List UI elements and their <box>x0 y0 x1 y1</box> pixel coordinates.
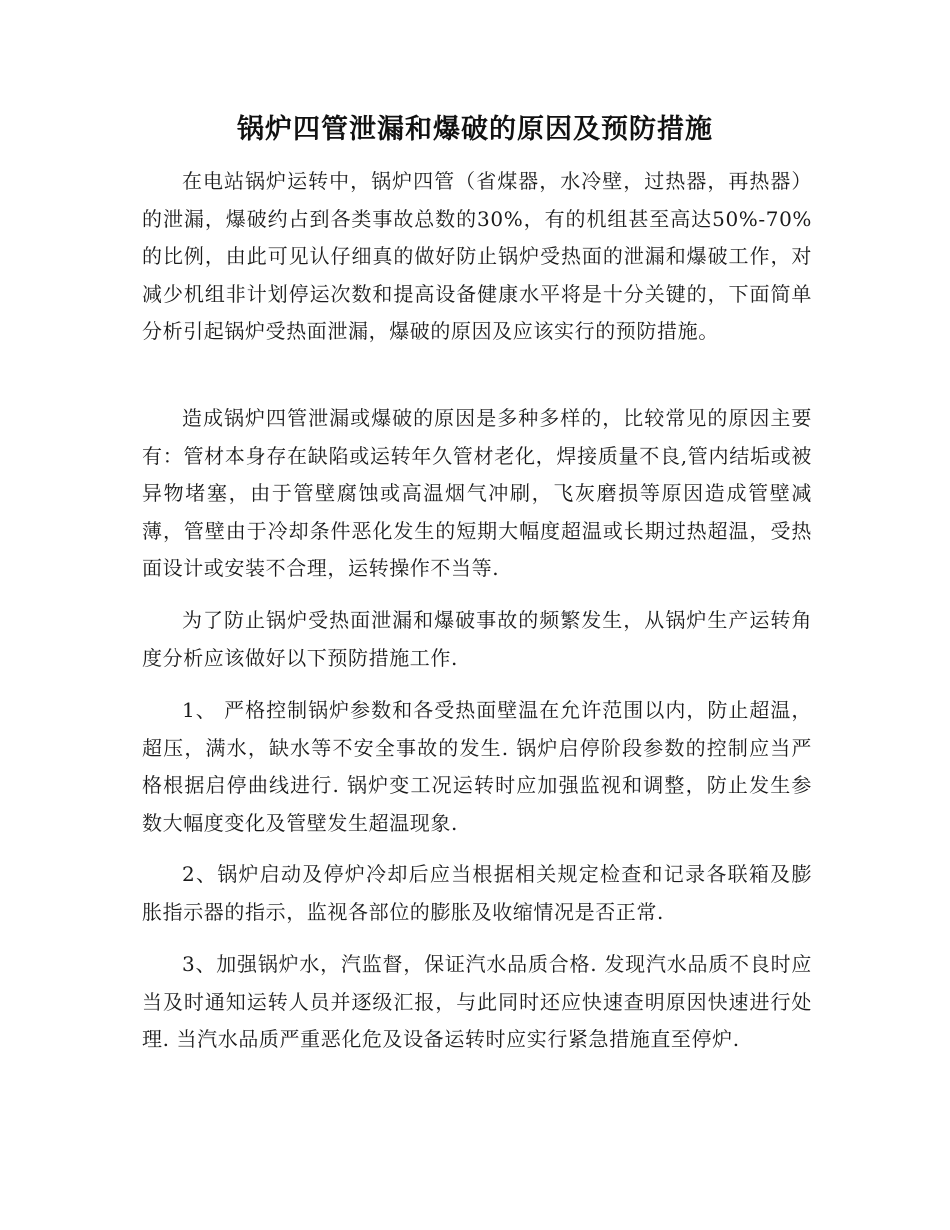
paragraph-causes: 造成锅炉四管泄漏或爆破的原因是多种多样的，比较常见的原因主要有：管材本身存在缺陷或运转年久管材老化，焊接质量不良,管内结垢或被异物堵塞，由于管壁腐蚀或高温烟气冲刷，飞灰磨损等原因造成管壁减薄，管壁由于冷却条件恶化发生的短期大幅度超温或长期过热超温，受热面设计或安装不合理，运转操作不当等. <box>142 406 812 580</box>
paragraph-measure-2: 2、锅炉启动及停炉冷却后应当根据相关规定检查和记录各联箱及膨胀指示器的指示，监视各部位的膨胀及收缩情况是否正常. <box>142 862 812 924</box>
paragraph-measure-3: 3、加强锅炉水，汽监督，保证汽水品质合格. 发现汽水品质不良时应当及时通知运转人员并逐级汇报，与此同时还应快速查明原因快速进行处理. 当汽水品质严重恶化危及设备运转时应实行紧急措施直至停炉. <box>142 952 812 1051</box>
paragraph-measure-1: 1、 严格控制锅炉参数和各受热面壁温在允许范围以内，防止超温，超压，满水，缺水等不安全事故的发生. 锅炉启停阶段参数的控制应当严格根据启停曲线进行. 锅炉变工况运转时应加强监视和调整，防止发生参数大幅度变化及管壁发生超温现象. <box>142 698 812 835</box>
paragraph-prevention-intro: 为了防止锅炉受热面泄漏和爆破事故的频繁发生，从锅炉生产运转角度分析应该做好以下预防措施工作. <box>142 608 812 670</box>
paragraph-intro: 在电站锅炉运转中，锅炉四管（省煤器，水冷壁，过热器，再热器）的泄漏，爆破约占到各类事故总数的30%，有的机组甚至高达50%-70%的比例，由此可见认仔细真的做好防止锅炉受热面的泄漏和爆破工作，对减少机组非计划停运次数和提高设备健康水平将是十分关键的，下面简单分析引起锅炉受热面泄漏，爆破的原因及应该实行的预防措施。 <box>142 169 812 343</box>
document-title: 锅炉四管泄漏和爆破的原因及预防措施 <box>237 114 713 145</box>
